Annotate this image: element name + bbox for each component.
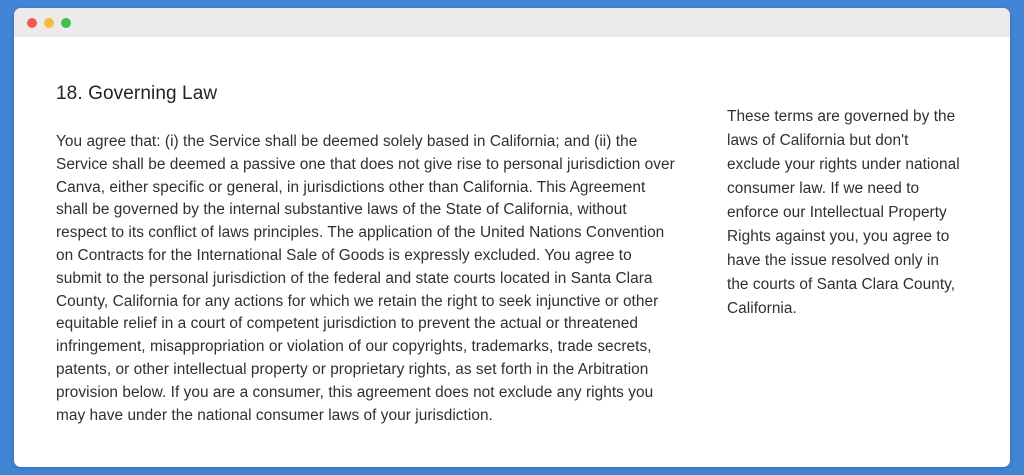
summary-paragraph: These terms are governed by the laws of California but don't exclude your rights under national consumer law. If we need to enforce our Intellectual Property Rights against you, you agree to have the issue resolved only in the courts of Santa Clara County, California. [727,108,960,317]
window-titlebar [14,8,1010,37]
section-body-paragraph: You agree that: (i) the Service shall be deemed solely based in California; and (ii) the Service shall be deemed a passive one that does not give rise to personal jurisdiction over Canva, either specific or general, in jurisdictions other than California. This Agreement shall be governed by the internal substantive laws of the State of California, without respect to its conflict of laws principles. The application of the United Nations Convention on Contracts for the International Sale of Goods is expressly excluded. You agree to submit to the personal jurisdiction of the federal and state courts located in Santa Clara County, California for any actions for which we retain the right to seek injunctive or other equitable relief in a court of competent jurisdiction to prevent the actual or threatened infringement, misappropriation or violation of our copyrights, trademarks, trade secrets, patents, or other intellectual property or proprietary rights, as set forth in the Arbitration provision below. If you are a consumer, this agreement does not exclude any rights you may have under the national consumer laws of your jurisdiction. [56,133,675,424]
section-heading: 18. Governing Law [56,83,218,104]
traffic-light-buttons [27,18,71,28]
browser-window [14,8,1010,467]
terms-main-column [56,83,681,427]
minimize-window-icon[interactable] [44,18,54,28]
close-window-icon[interactable] [27,18,37,28]
terms-summary-column [681,83,964,321]
zoom-window-icon[interactable] [61,18,71,28]
document-content [14,37,1010,467]
